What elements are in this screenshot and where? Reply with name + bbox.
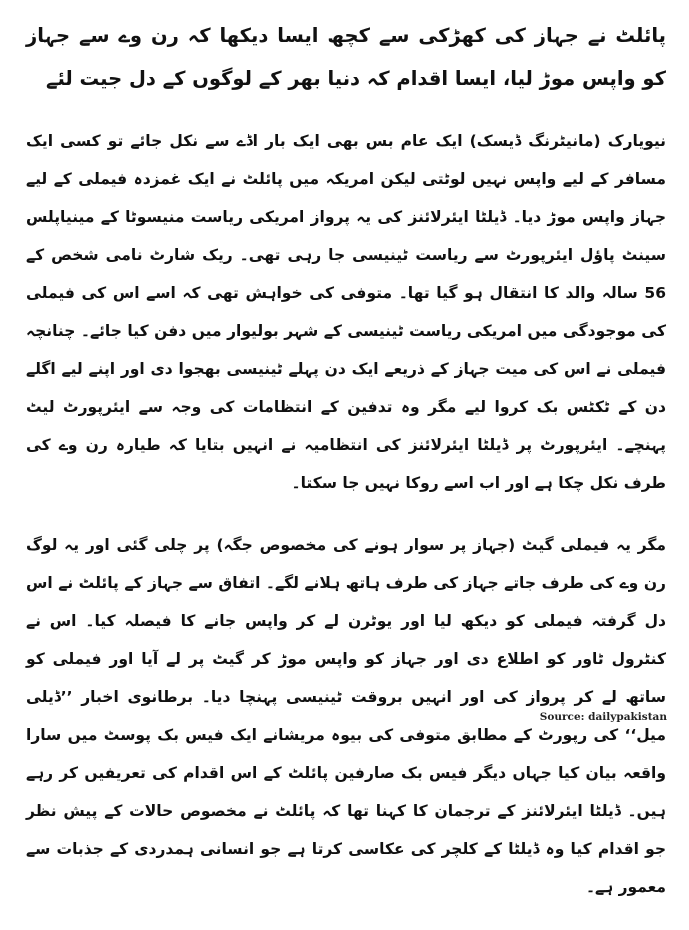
article xyxy=(26,14,666,930)
source-credit: Source: dailypakistan xyxy=(539,711,667,723)
article-paragraph: مگر یہ فیملی گیٹ (جہاز پر سوار ہونے کی مخصوص جگہ) پر چلی گئی اور یہ لوگ رن وے کی طرف جاتے جہاز کی طرف ہاتھ ہلانے لگے۔ اتفاق سے جہاز کے پائلٹ نے اس دل گرفتہ فیملی کو دیکھ لیا اور یوٹرن لے کر واپس جانے کا فیصلہ کیا۔ اس نے کنٹرول ٹاور کو اطلاع دی اور جہاز کو واپس موڑ کر گیٹ پر لے آیا اور فیملی کو ساتھ لے کر پرواز کی اور انہیں بروقت ٹینیسی پہنچا دیا۔ برطانوی اخبار ’’ڈیلی میل‘‘ کی رپورٹ کے مطابق متوفی کی بیوہ مریشانے ایک فیس بک پوسٹ میں سارا واقعہ بیان کیا جہاں دیگر فیس بک صارفین پائلٹ کے اس اقدام کی تعریفیں کر رہے ہیں۔ ڈیلٹا ایئرلائنز کے ترجمان کا کہنا تھا کہ پائلٹ نے مخصوص حالات کے پیش نظر جو اقدام کیا وہ ڈیلٹا کے کلچر کی عکاسی کرتا ہے جو انسانی ہمدردی کے جذبات سے معمور ہے۔ xyxy=(26,536,666,896)
article-headline: پائلٹ نے جہاز کی کھڑکی سے کچھ ایسا دیکھا کہ رن وے سے جہاز کو واپس موڑ لیا، ایسا اقدام کہ دنیا بھر کے لوگوں کے دل جیت لئے xyxy=(26,24,666,90)
article-paragraph: نیویارک (مانیٹرنگ ڈیسک) ایک عام بس بھی ایک بار اڈے سے نکل جائے تو کسی ایک مسافر کے لیے واپس نہیں لوٹتی لیکن امریکہ میں پائلٹ نے ایک غمزدہ فیملی کے لیے جہاز واپس موڑ دیا۔ ڈیلٹا ایئرلائنز کی یہ پرواز امریکی ریاست منیسوٹا کے مینیاپلس سینٹ پاؤل ایئرپورٹ سے ریاست ٹینیسی جا رہی تھی۔ ریک شارٹ نامی شخص کے 56 سالہ والد کا انتقال ہو گیا تھا۔ متوفی کی خواہش تھی کہ اسے اس کی فیملی کی موجودگی میں امریکی ریاست ٹینیسی کے شہر بولیوار میں دفن کیا جائے۔ چنانچہ فیملی نے اس کی میت جہاز کے ذریعے ایک دن پہلے ٹینیسی بھجوا دی اور اپنے لیے اگلے دن کے ٹکٹس بک کروا لیے مگر وہ تدفین کے انتظامات کی وجہ سے ایئرپورٹ لیٹ پہنچے۔ ایئرپورٹ پر ڈیلٹا ایئرلائنز کی انتظامیہ نے انہیں بتایا کہ طیارہ رن وے کی طرف نکل چکا ہے اور اب اسے روکا نہیں جا سکتا۔ xyxy=(26,132,666,492)
